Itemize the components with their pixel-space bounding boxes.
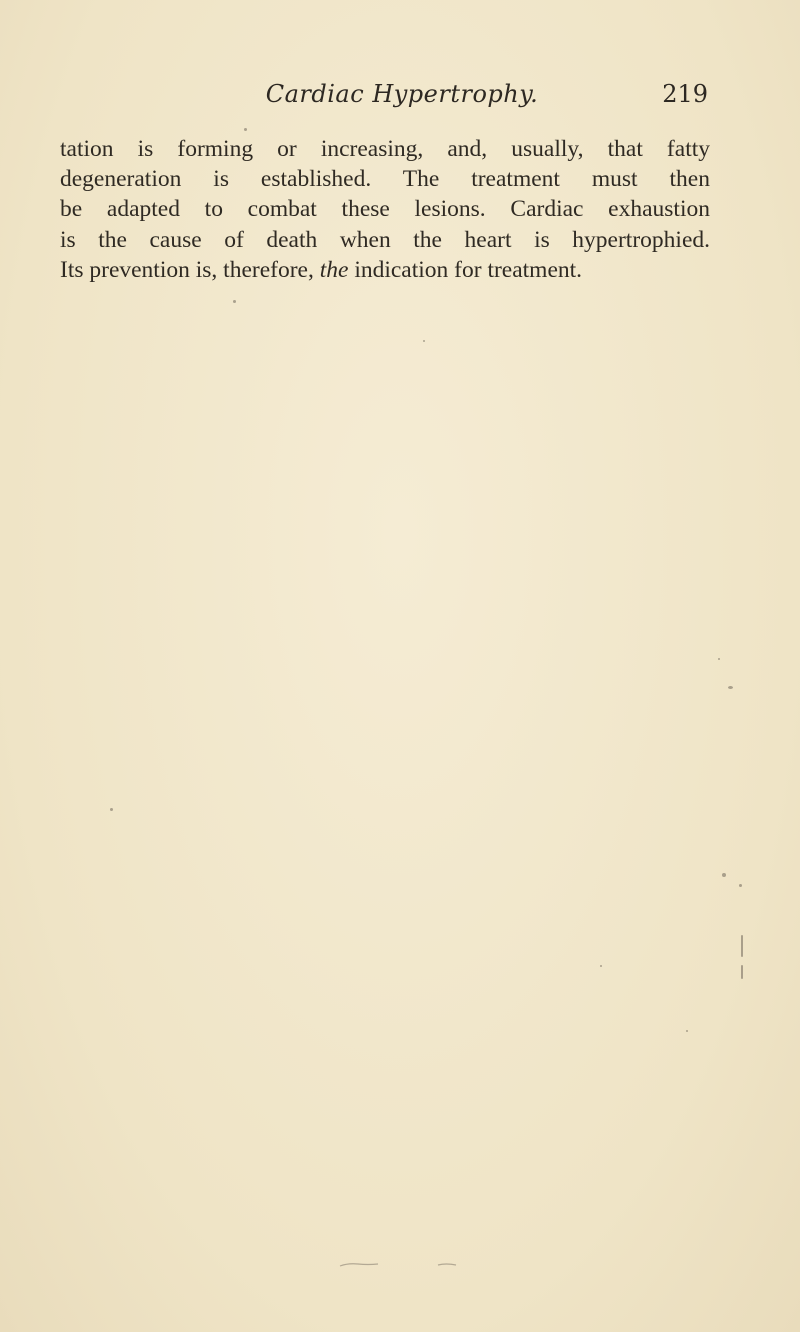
text-segment: indication for treatment. [354,256,583,283]
paper-speck [741,935,743,957]
paper-speck [739,884,742,887]
text-line-last [60,255,710,285]
text-line: is the cause of death when the heart is hypertrophied. [60,226,710,253]
paper-speck [233,300,236,303]
paper-speck [110,808,113,811]
page-smudge-mark [338,1260,458,1268]
paper-speck [718,658,720,660]
text-line: degeneration is established. The treatment must then [60,166,710,193]
paper-speck [686,1030,688,1032]
paper-speck [600,965,602,967]
paper-speck [741,965,743,979]
paper-speck [244,128,247,131]
text-line: be adapted to combat these lesions. Cardiac exhaustion [60,196,710,223]
paper-speck [722,873,726,877]
running-title: Cardiac Hypertrophy. [265,80,539,108]
running-head [60,80,708,114]
text-segment: Its prevention is, therefore, [60,256,314,283]
page-number: 219 [662,80,708,108]
body-paragraph [60,134,710,285]
paper-speck [728,686,733,689]
emphasis-word: the [319,256,349,283]
text-line: tation is forming or increasing, and, usually, that fatty [60,136,710,162]
paper-speck [423,340,425,342]
